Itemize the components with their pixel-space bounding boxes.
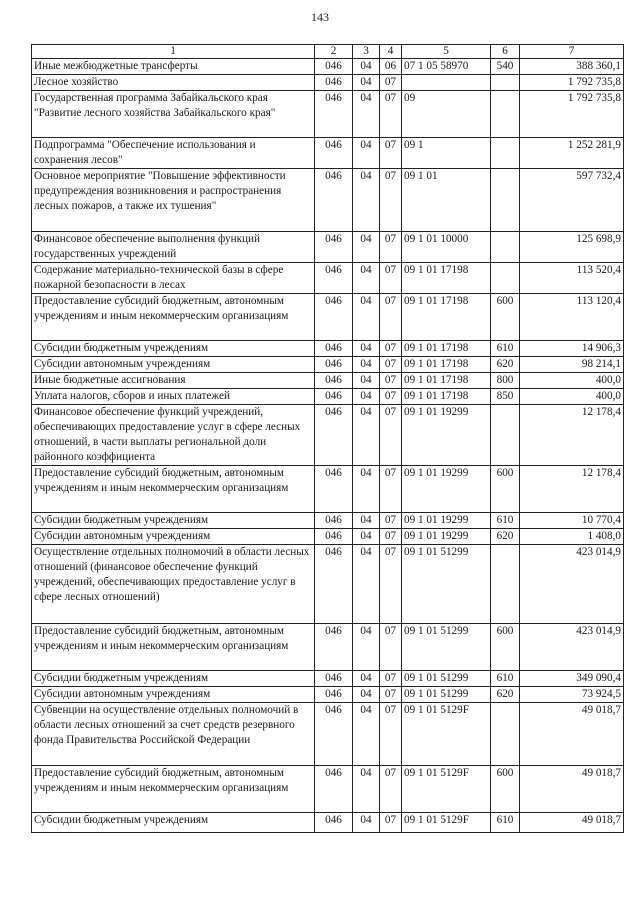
table-row bbox=[32, 624, 624, 671]
row-name: Субсидии бюджетным учреждениям bbox=[32, 513, 315, 529]
row-pr: 06 bbox=[380, 59, 402, 75]
row-rz: 04 bbox=[353, 232, 380, 263]
row-name: Субсидии автономным учреждениям bbox=[32, 357, 315, 373]
row-ved: 046 bbox=[315, 405, 353, 466]
row-amount: 1 792 735,8 bbox=[520, 91, 624, 138]
row-amount: 125 698,9 bbox=[520, 232, 624, 263]
row-pr: 07 bbox=[380, 169, 402, 232]
table-row bbox=[32, 766, 624, 813]
row-name: Финансовое обеспечение функций учреждений, обеспечивающих предоставление услуг в сфере лесных отношений, в части выплаты региональной доли районного коэффициента bbox=[32, 405, 315, 466]
row-pr: 07 bbox=[380, 624, 402, 671]
budget-table bbox=[31, 44, 624, 833]
row-csr: 09 1 01 17198 bbox=[402, 373, 491, 389]
row-csr: 09 1 01 51299 bbox=[402, 624, 491, 671]
row-ved: 046 bbox=[315, 545, 353, 624]
row-vr: 850 bbox=[491, 389, 520, 405]
row-pr: 07 bbox=[380, 513, 402, 529]
row-vr: 610 bbox=[491, 341, 520, 357]
table-row bbox=[32, 703, 624, 766]
row-name: Субвенции на осуществление отдельных полномочий в области лесных отношений за счет средств резервного фонда Правительства Российской Федерации bbox=[32, 703, 315, 766]
row-vr bbox=[491, 169, 520, 232]
row-ved: 046 bbox=[315, 59, 353, 75]
row-csr: 09 1 01 17198 bbox=[402, 294, 491, 341]
row-name: Иные межбюджетные трансферты bbox=[32, 59, 315, 75]
table-row bbox=[32, 59, 624, 75]
row-pr: 07 bbox=[380, 529, 402, 545]
row-name: Финансовое обеспечение выполнения функций государственных учреждений bbox=[32, 232, 315, 263]
row-ved: 046 bbox=[315, 624, 353, 671]
row-pr: 07 bbox=[380, 341, 402, 357]
row-rz: 04 bbox=[353, 294, 380, 341]
table-row bbox=[32, 341, 624, 357]
row-vr bbox=[491, 263, 520, 294]
header-col-3: 3 bbox=[353, 45, 380, 59]
row-pr: 07 bbox=[380, 813, 402, 833]
row-rz: 04 bbox=[353, 357, 380, 373]
row-pr: 07 bbox=[380, 405, 402, 466]
row-vr: 600 bbox=[491, 766, 520, 813]
row-vr: 620 bbox=[491, 357, 520, 373]
row-rz: 04 bbox=[353, 813, 380, 833]
row-name: Субсидии бюджетным учреждениям bbox=[32, 671, 315, 687]
table-row bbox=[32, 405, 624, 466]
row-pr: 07 bbox=[380, 294, 402, 341]
row-ved: 046 bbox=[315, 813, 353, 833]
row-rz: 04 bbox=[353, 624, 380, 671]
row-rz: 04 bbox=[353, 373, 380, 389]
row-ved: 046 bbox=[315, 466, 353, 513]
header-col-1: 1 bbox=[32, 45, 315, 59]
row-vr: 540 bbox=[491, 59, 520, 75]
row-ved: 046 bbox=[315, 138, 353, 169]
row-csr: 09 1 01 51299 bbox=[402, 687, 491, 703]
row-rz: 04 bbox=[353, 671, 380, 687]
row-vr bbox=[491, 405, 520, 466]
row-name: Предоставление субсидий бюджетным, автономным учреждениям и иным некоммерческим организациям bbox=[32, 294, 315, 341]
header-col-2: 2 bbox=[315, 45, 353, 59]
row-name: Уплата налогов, сборов и иных платежей bbox=[32, 389, 315, 405]
row-csr: 09 1 01 19299 bbox=[402, 513, 491, 529]
row-ved: 046 bbox=[315, 389, 353, 405]
row-pr: 07 bbox=[380, 263, 402, 294]
row-amount: 423 014,9 bbox=[520, 624, 624, 671]
row-name: Субсидии автономным учреждениям bbox=[32, 529, 315, 545]
row-rz: 04 bbox=[353, 687, 380, 703]
row-amount: 597 732,4 bbox=[520, 169, 624, 232]
row-vr bbox=[491, 545, 520, 624]
row-rz: 04 bbox=[353, 169, 380, 232]
row-amount: 12 178,4 bbox=[520, 405, 624, 466]
row-rz: 04 bbox=[353, 263, 380, 294]
row-rz: 04 bbox=[353, 138, 380, 169]
row-amount: 388 360,1 bbox=[520, 59, 624, 75]
row-csr: 09 1 01 51299 bbox=[402, 671, 491, 687]
table-row bbox=[32, 671, 624, 687]
row-rz: 04 bbox=[353, 341, 380, 357]
table-body bbox=[32, 59, 624, 833]
row-rz: 04 bbox=[353, 513, 380, 529]
row-vr bbox=[491, 138, 520, 169]
row-pr: 07 bbox=[380, 466, 402, 513]
row-rz: 04 bbox=[353, 545, 380, 624]
row-csr: 09 1 01 19299 bbox=[402, 405, 491, 466]
row-vr: 610 bbox=[491, 671, 520, 687]
row-amount: 49 018,7 bbox=[520, 766, 624, 813]
header-col-5: 5 bbox=[402, 45, 491, 59]
row-name: Субсидии бюджетным учреждениям bbox=[32, 341, 315, 357]
row-pr: 07 bbox=[380, 232, 402, 263]
row-ved: 046 bbox=[315, 294, 353, 341]
row-csr: 09 1 01 19299 bbox=[402, 529, 491, 545]
row-ved: 046 bbox=[315, 513, 353, 529]
row-csr: 09 1 01 17198 bbox=[402, 357, 491, 373]
row-amount: 12 178,4 bbox=[520, 466, 624, 513]
row-amount: 49 018,7 bbox=[520, 703, 624, 766]
row-csr: 09 1 01 17198 bbox=[402, 389, 491, 405]
row-name: Основное мероприятие "Повышение эффективности предупреждения возникновения и распространения лесных пожаров, а также их тушения" bbox=[32, 169, 315, 232]
row-ved: 046 bbox=[315, 263, 353, 294]
row-csr: 07 1 05 58970 bbox=[402, 59, 491, 75]
table-row bbox=[32, 813, 624, 833]
row-name: Предоставление субсидий бюджетным, автономным учреждениям и иным некоммерческим организациям bbox=[32, 624, 315, 671]
table-row bbox=[32, 75, 624, 91]
row-pr: 07 bbox=[380, 766, 402, 813]
row-ved: 046 bbox=[315, 357, 353, 373]
table-row bbox=[32, 513, 624, 529]
row-amount: 400,0 bbox=[520, 389, 624, 405]
row-pr: 07 bbox=[380, 671, 402, 687]
row-ved: 046 bbox=[315, 766, 353, 813]
table-row bbox=[32, 263, 624, 294]
table-row bbox=[32, 91, 624, 138]
row-amount: 14 906,3 bbox=[520, 341, 624, 357]
row-amount: 10 770,4 bbox=[520, 513, 624, 529]
row-rz: 04 bbox=[353, 75, 380, 91]
row-csr: 09 1 01 51299 bbox=[402, 545, 491, 624]
row-rz: 04 bbox=[353, 766, 380, 813]
row-pr: 07 bbox=[380, 703, 402, 766]
table-row bbox=[32, 373, 624, 389]
row-vr: 600 bbox=[491, 294, 520, 341]
row-csr bbox=[402, 75, 491, 91]
row-pr: 07 bbox=[380, 373, 402, 389]
row-ved: 046 bbox=[315, 671, 353, 687]
row-amount: 1 408,0 bbox=[520, 529, 624, 545]
row-rz: 04 bbox=[353, 529, 380, 545]
row-name: Предоставление субсидий бюджетным, автономным учреждениям и иным некоммерческим организациям bbox=[32, 766, 315, 813]
row-amount: 113 120,4 bbox=[520, 294, 624, 341]
row-name: Содержание материально-технической базы в сфере пожарной безопасности в лесах bbox=[32, 263, 315, 294]
table-row bbox=[32, 294, 624, 341]
row-name: Осуществление отдельных полномочий в области лесных отношений (финансовое обеспечение функций учреждений, обеспечивающих предоставление услуг в сфере лесных отношений) bbox=[32, 545, 315, 624]
row-vr: 600 bbox=[491, 624, 520, 671]
row-vr bbox=[491, 703, 520, 766]
row-rz: 04 bbox=[353, 59, 380, 75]
row-vr: 610 bbox=[491, 513, 520, 529]
row-name: Государственная программа Забайкальского края "Развитие лесного хозяйства Забайкальского края" bbox=[32, 91, 315, 138]
row-amount: 423 014,9 bbox=[520, 545, 624, 624]
table-row bbox=[32, 357, 624, 373]
row-amount: 98 214,1 bbox=[520, 357, 624, 373]
table-row bbox=[32, 466, 624, 513]
row-csr: 09 bbox=[402, 91, 491, 138]
table-row bbox=[32, 138, 624, 169]
row-ved: 046 bbox=[315, 232, 353, 263]
row-amount: 400,0 bbox=[520, 373, 624, 389]
row-csr: 09 1 bbox=[402, 138, 491, 169]
row-rz: 04 bbox=[353, 703, 380, 766]
row-amount: 1 252 281,9 bbox=[520, 138, 624, 169]
header-col-4: 4 bbox=[380, 45, 402, 59]
row-vr bbox=[491, 91, 520, 138]
row-amount: 73 924,5 bbox=[520, 687, 624, 703]
row-vr bbox=[491, 75, 520, 91]
row-rz: 04 bbox=[353, 466, 380, 513]
row-amount: 1 792 735,8 bbox=[520, 75, 624, 91]
row-csr: 09 1 01 17198 bbox=[402, 263, 491, 294]
table-row bbox=[32, 169, 624, 232]
row-name: Лесное хозяйство bbox=[32, 75, 315, 91]
row-ved: 046 bbox=[315, 703, 353, 766]
row-rz: 04 bbox=[353, 91, 380, 138]
row-name: Субсидии бюджетным учреждениям bbox=[32, 813, 315, 833]
row-csr: 09 1 01 19299 bbox=[402, 466, 491, 513]
row-amount: 349 090,4 bbox=[520, 671, 624, 687]
row-vr: 800 bbox=[491, 373, 520, 389]
row-csr: 09 1 01 5129F bbox=[402, 703, 491, 766]
row-amount: 49 018,7 bbox=[520, 813, 624, 833]
row-name: Подпрограмма "Обеспечение использования и сохранения лесов" bbox=[32, 138, 315, 169]
row-ved: 046 bbox=[315, 529, 353, 545]
table-row bbox=[32, 687, 624, 703]
table-row bbox=[32, 232, 624, 263]
row-pr: 07 bbox=[380, 389, 402, 405]
header-col-7: 7 bbox=[520, 45, 624, 59]
table-row bbox=[32, 529, 624, 545]
table-row bbox=[32, 389, 624, 405]
row-csr: 09 1 01 5129F bbox=[402, 766, 491, 813]
row-vr: 620 bbox=[491, 687, 520, 703]
row-ved: 046 bbox=[315, 91, 353, 138]
row-ved: 046 bbox=[315, 373, 353, 389]
page-number: 143 bbox=[311, 10, 329, 24]
row-pr: 07 bbox=[380, 545, 402, 624]
row-pr: 07 bbox=[380, 138, 402, 169]
row-pr: 07 bbox=[380, 75, 402, 91]
row-csr: 09 1 01 5129F bbox=[402, 813, 491, 833]
row-csr: 09 1 01 17198 bbox=[402, 341, 491, 357]
row-vr: 620 bbox=[491, 529, 520, 545]
row-ved: 046 bbox=[315, 169, 353, 232]
row-csr: 09 1 01 10000 bbox=[402, 232, 491, 263]
row-csr: 09 1 01 bbox=[402, 169, 491, 232]
row-ved: 046 bbox=[315, 341, 353, 357]
table-row bbox=[32, 545, 624, 624]
header-row bbox=[32, 45, 624, 59]
row-name: Субсидии автономным учреждениям bbox=[32, 687, 315, 703]
header-col-6: 6 bbox=[491, 45, 520, 59]
row-vr: 610 bbox=[491, 813, 520, 833]
row-name: Предоставление субсидий бюджетным, автономным учреждениям и иным некоммерческим организациям bbox=[32, 466, 315, 513]
row-pr: 07 bbox=[380, 687, 402, 703]
row-vr: 600 bbox=[491, 466, 520, 513]
row-name: Иные бюджетные ассигнования bbox=[32, 373, 315, 389]
row-pr: 07 bbox=[380, 91, 402, 138]
row-rz: 04 bbox=[353, 389, 380, 405]
row-ved: 046 bbox=[315, 687, 353, 703]
row-pr: 07 bbox=[380, 357, 402, 373]
row-vr bbox=[491, 232, 520, 263]
row-ved: 046 bbox=[315, 75, 353, 91]
row-amount: 113 520,4 bbox=[520, 263, 624, 294]
row-rz: 04 bbox=[353, 405, 380, 466]
